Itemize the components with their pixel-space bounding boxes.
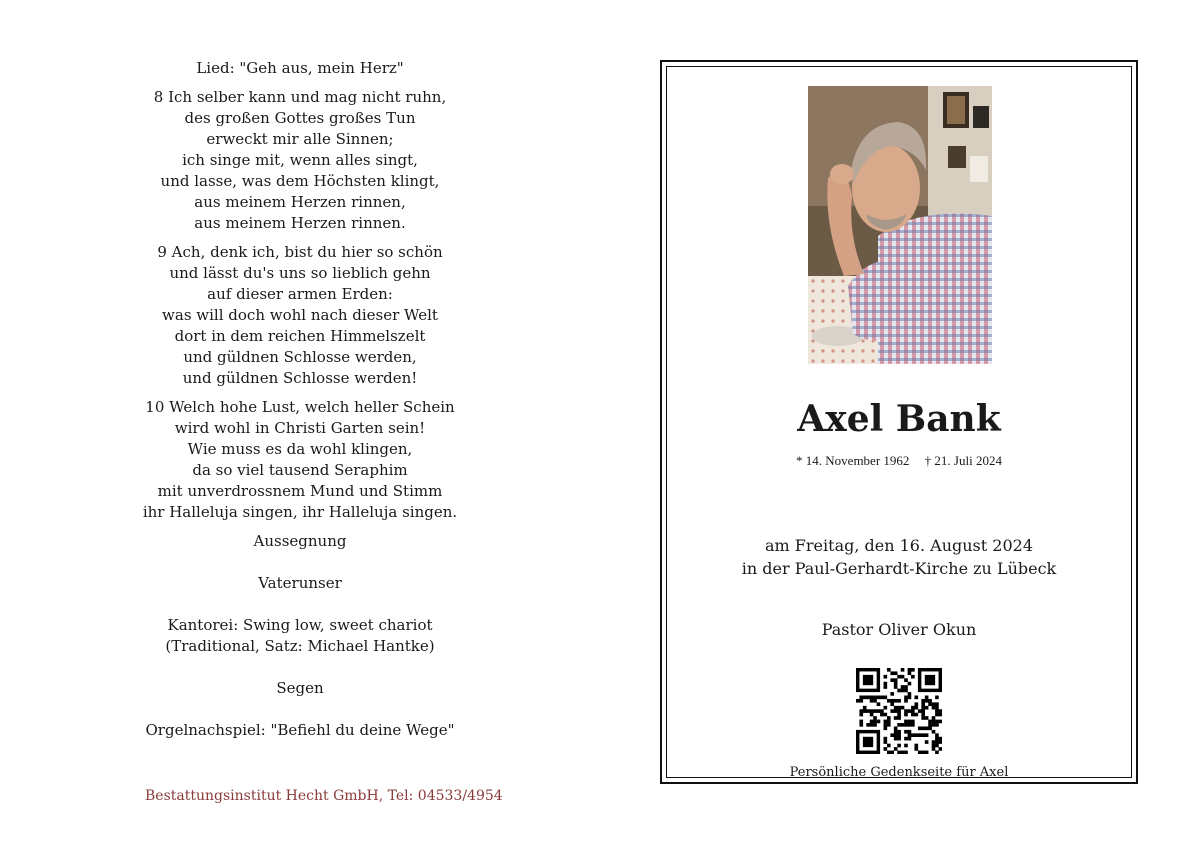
stanza-line: und güldnen Schlosse werden, (183, 348, 417, 366)
stanza-line: dort in dem reichen Himmelszelt (174, 327, 426, 345)
stanza-line: auf dieser armen Erden: (207, 285, 393, 303)
life-dates (662, 453, 1136, 469)
memorial-caption: Persönliche Gedenkseite für Axel (789, 765, 1009, 780)
vaterunser: Vaterunser (258, 574, 342, 592)
stanza-line: aus meinem Herzen rinnen. (194, 214, 406, 232)
orgelnachspiel: Orgelnachspiel: "Befiehl du deine Wege" (145, 721, 455, 739)
hymn-title: Lied: "Geh aus, mein Herz" (196, 59, 404, 77)
stanza-line: mit unverdrossnem Mund und Stimm (157, 482, 443, 500)
stanza-line: ich singe mit, wenn alles singt, (182, 151, 418, 169)
birth-date: * 14. November 1962 (796, 453, 910, 468)
service-info (662, 534, 1136, 580)
stanza-line: und lasse, was dem Höchsten klingt, (160, 172, 440, 190)
stanza-line: ihr Halleluja singen, ihr Halleluja singen. (142, 503, 458, 521)
kantorei (100, 615, 500, 657)
stanza-10 (100, 397, 500, 523)
segen: Segen (276, 679, 324, 697)
stanza-line: da so viel tausend Seraphim (192, 461, 408, 479)
pastor-name: Pastor Oliver Okun (821, 620, 977, 639)
order-of-service (100, 58, 500, 741)
stanza-line: was will doch wohl nach dieser Welt (162, 306, 438, 324)
stanza-line: Wie muss es da wohl klingen, (187, 440, 413, 458)
stanza-line: wird wohl in Christi Garten sein! (174, 419, 426, 437)
service-date: am Freitag, den 16. August 2024 (765, 536, 1033, 555)
stanza-line: und lässt du's uns so lieblich gehn (169, 264, 431, 282)
aussegnung: Aussegnung (253, 532, 347, 550)
stanza-line: erweckt mir alle Sinnen; (206, 130, 394, 148)
portrait-photo (808, 86, 992, 364)
stanza-line: aus meinem Herzen rinnen, (194, 193, 406, 211)
kantorei-line: (Traditional, Satz: Michael Hantke) (165, 637, 435, 655)
deceased-name: Axel Bank (797, 398, 1001, 440)
stanza-line: 9 Ach, denk ich, bist du hier so schön (157, 243, 443, 261)
funeral-home-footer: Bestattungsinstitut Hecht GmbH, Tel: 04533/4954 (145, 788, 503, 804)
stanza-line: des großen Gottes großes Tun (184, 109, 416, 127)
stanza-line: 10 Welch hohe Lust, welch heller Schein (145, 398, 455, 416)
service-location: in der Paul-Gerhardt-Kirche zu Lübeck (741, 559, 1057, 578)
stanza-8 (100, 87, 500, 234)
kantorei-line: Kantorei: Swing low, sweet chariot (167, 616, 433, 634)
death-date: † 21. Juli 2024 (924, 453, 1002, 468)
memorial-qr-code[interactable] (856, 668, 942, 754)
stanza-line: und güldnen Schlosse werden! (182, 369, 418, 387)
stanza-line: 8 Ich selber kann und mag nicht ruhn, (153, 88, 447, 106)
stanza-9 (100, 242, 500, 389)
